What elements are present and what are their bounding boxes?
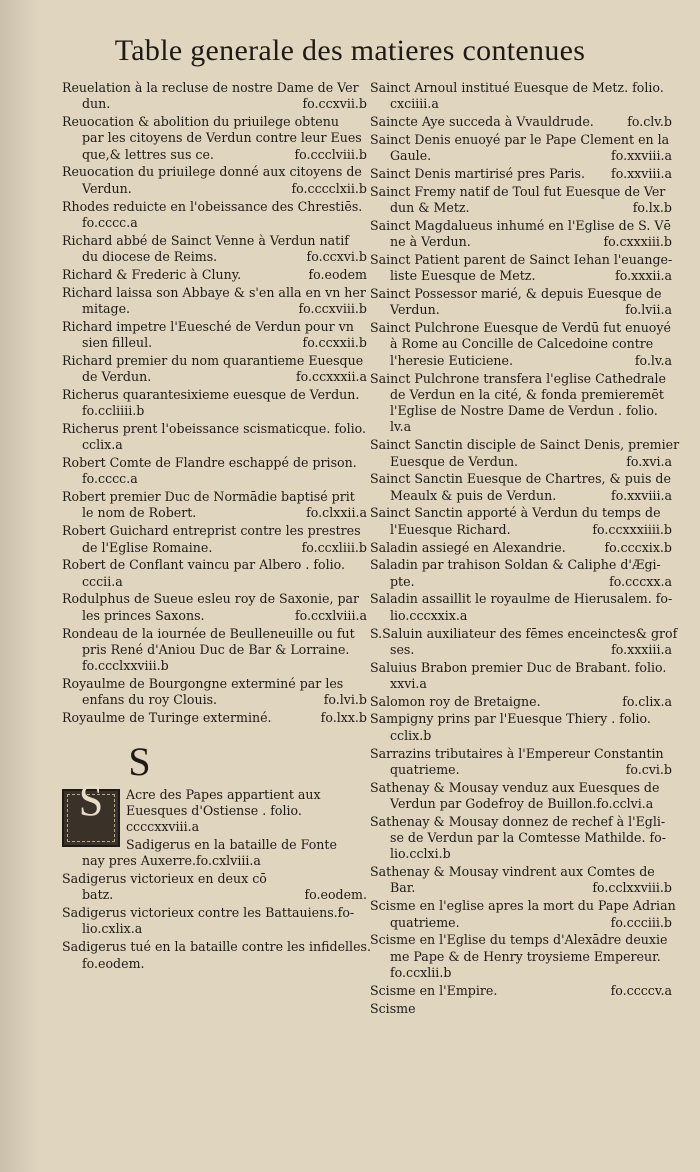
- index-entry: [370, 898, 676, 931]
- entry-line: dun. fo.ccxvii.b: [82, 96, 367, 112]
- left-column: [62, 80, 372, 973]
- entry-line: Sarrazins tributaires à l'Empereur Constantin: [370, 745, 664, 761]
- entry-line: Reuocation & abolition du priuilege obtenu: [62, 114, 339, 130]
- entry-line: Sainct Sanctin apporté à Verdun du temps de: [370, 505, 661, 521]
- index-entry: [370, 166, 672, 182]
- entry-folio: fo.ccxlviii.a: [295, 607, 367, 623]
- entry-line: ccccxxviii.a: [126, 819, 200, 835]
- entry-line: fo.cccc.a: [82, 214, 138, 230]
- entry-line: fo.eodem.: [82, 955, 145, 971]
- entry-folio: fo.lx.b: [632, 200, 672, 216]
- entry-line: Saladin assiegé en Alexandrie. fo.cccxix.b: [370, 539, 672, 555]
- entry-line: S.Saluin auxiliateur des fēmes enceinctes& grof: [370, 625, 678, 641]
- index-entry: [370, 625, 678, 659]
- entry-folio: fo.eodem: [308, 266, 367, 282]
- entry-line: Sampigny prins par l'Euesque Thiery . folio.: [370, 711, 651, 727]
- index-entry: [62, 455, 367, 488]
- entry-line: Euesque de Verdun. fo.xvi.a: [390, 453, 672, 469]
- index-entry: [370, 320, 672, 369]
- entry-line: Sathenay & Mousay donnez de rechef à l'Egli-: [370, 813, 666, 829]
- entry-line: Royaulme de Bourgongne exterminé par les: [62, 675, 344, 691]
- entry-folio: fo.cccxix.b: [604, 539, 672, 555]
- entry-line: Rondeau de la iournée de Beulleneuille ou fut: [62, 625, 355, 641]
- index-entry: [370, 1001, 672, 1017]
- entry-line: Sainct Denis martirisé pres Paris. fo.xxviii.a: [370, 165, 672, 181]
- index-entry: [62, 267, 367, 283]
- entry-folio: fo.cccclxii.b: [291, 180, 367, 196]
- index-entry: [370, 437, 680, 470]
- entry-line: Verdun par Godefroy de Buillon.fo.cclvi.a: [390, 795, 654, 811]
- right-entries: [370, 80, 680, 1017]
- entry-line: Richard premier du nom quarantieme Euesque: [62, 352, 364, 368]
- section-heading: S: [128, 739, 151, 785]
- index-entry: [62, 905, 367, 938]
- entry-line: Sathenay & Mousay venduz aux Euesques de: [370, 779, 660, 795]
- index-entry: [370, 471, 672, 504]
- index-entry: [370, 371, 672, 436]
- entry-line: batz. fo.eodem.: [82, 887, 367, 903]
- entry-folio: fo.ccxxxiiii.b: [592, 521, 672, 537]
- entry-line: me Pape & de Henry troysieme Empereur.: [390, 948, 661, 964]
- entry-line: Sainct Patient parent de Sainct Iehan l'euange-: [370, 251, 673, 267]
- index-entry: [62, 233, 367, 266]
- entry-folio: fo.lxx.b: [320, 709, 367, 725]
- entry-line: Robert de Conflant vaincu par Albero . folio.: [62, 557, 346, 573]
- right-column: [370, 80, 680, 1018]
- entry-folio: fo.ccxvi.b: [306, 248, 367, 264]
- entry-line: liste Euesque de Metz. fo.xxxii.a: [390, 268, 672, 284]
- entry-line: Sathenay & Mousay vindrent aux Comtes de: [370, 864, 655, 880]
- entry-line: mitage. fo.ccxviii.b: [82, 300, 367, 316]
- entry-line: du diocese de Reims. fo.ccxvi.b: [82, 248, 367, 264]
- entry-folio: fo.cvi.b: [625, 761, 672, 777]
- entry-line: quatrieme. fo.cvi.b: [390, 761, 672, 777]
- index-entry: [62, 285, 367, 318]
- index-entry: [62, 871, 367, 904]
- entry-folio: fo.clv.b: [627, 114, 672, 130]
- index-entry: [370, 184, 672, 217]
- index-entry: [62, 114, 367, 163]
- entry-line: l'heresie Euticiene. fo.lv.a: [390, 352, 672, 368]
- entry-line: lio.cxlix.a: [82, 921, 143, 937]
- index-entry: [62, 80, 367, 113]
- page-title: Table generale des matieres contenues: [114, 34, 586, 67]
- entry-line: que,& lettres sus ce. fo.ccclviii.b: [82, 146, 367, 162]
- entry-line: Meaulx & puis de Verdun. fo.xxviii.a: [390, 487, 672, 503]
- entry-line: Sainct Sanctin Euesque de Chartres, & puis de: [370, 471, 671, 487]
- entry-folio: fo.cxxxiii.b: [603, 234, 672, 250]
- entry-line: Rodulphus de Sueue esleu roy de Saxonie, par: [62, 591, 360, 607]
- entry-folio: fo.ccxxxii.a: [295, 369, 367, 385]
- entry-line: Richard laissa son Abbaye & s'en alla en vn her: [62, 284, 366, 300]
- entry-line: Richard & Frederic à Cluny. fo.eodem: [62, 266, 367, 282]
- entry-folio: fo.xxviii.a: [611, 148, 672, 164]
- entry-folio: fo.lvi.b: [323, 692, 367, 708]
- entry-line: Sainct Possessor marié, & depuis Euesque de: [370, 286, 662, 302]
- entry-line: Robert Comte de Flandre eschappé de prison.: [62, 455, 357, 471]
- index-entry: [370, 694, 672, 710]
- entry-line: Richard impetre l'Euesché de Verdun pour vn: [62, 318, 354, 334]
- index-entry: [62, 387, 367, 420]
- entry-folio: fo.xxxii.a: [615, 268, 672, 284]
- entry-line: Sainct Pulchrone transfera l'eglise Cathedrale: [370, 370, 666, 386]
- entry-line: fo.ccxlii.b: [390, 964, 452, 980]
- index-entry: [370, 252, 672, 285]
- entry-line: cccii.a: [82, 573, 123, 589]
- entry-folio: fo.cclxxviii.b: [592, 880, 672, 896]
- entry-line: Royaulme de Turinge exterminé. fo.lxx.b: [62, 709, 367, 725]
- entry-folio: fo.cccxx.a: [609, 573, 672, 589]
- index-entry: [370, 814, 672, 863]
- entry-line: Saladin par trahison Soldan & Caliphe d'Ægi-: [370, 557, 661, 573]
- entry-line: quatrieme. fo.ccciii.b: [390, 914, 672, 930]
- entry-line: de Verdun. fo.ccxxxii.a: [82, 369, 367, 385]
- entry-line: de l'Eglise Romaine. fo.ccxliii.b: [82, 539, 367, 555]
- entry-line: ses. fo.xxxiii.a: [390, 641, 672, 657]
- entry-line: Scisme en l'Empire. fo.ccccv.a: [370, 982, 672, 998]
- index-entry: [370, 591, 672, 624]
- entry-line: enfans du roy Clouis. fo.lvi.b: [82, 692, 367, 708]
- entry-folio: fo.lvii.a: [625, 302, 672, 318]
- index-entry: [62, 591, 367, 624]
- entry-folio: fo.xxviii.a: [611, 165, 672, 181]
- entry-line: Richerus quarantesixieme euesque de Verdun.: [62, 386, 360, 402]
- entry-folio: fo.ccxliii.b: [301, 539, 367, 555]
- index-entry: [370, 505, 672, 538]
- index-entry: [62, 676, 367, 709]
- entry-line: le nom de Robert. fo.clxxii.a: [82, 505, 367, 521]
- entry-line: lio.cccxxix.a: [390, 607, 468, 623]
- entry-line: Richerus prent l'obeissance scismaticque. folio.: [62, 420, 366, 436]
- index-entry: [370, 286, 672, 319]
- entry-line: fo.cccc.a: [82, 471, 138, 487]
- index-entry: [370, 114, 672, 130]
- entry-line: Scisme: [370, 1000, 416, 1016]
- index-entry: [370, 864, 672, 897]
- entry-folio: fo.ccccv.a: [610, 982, 672, 998]
- index-entry: [370, 557, 672, 590]
- entry-line: sien filleul. fo.ccxxii.b: [82, 334, 367, 350]
- index-entry: [370, 80, 672, 113]
- entry-line: à Rome au Concille de Calcedoine contre: [390, 336, 654, 352]
- index-entry: [62, 557, 367, 590]
- binding-shadow: [0, 0, 40, 1172]
- entry-line: Bar. fo.cclxxviii.b: [390, 880, 672, 896]
- entry-folio: fo.ccciii.b: [610, 914, 672, 930]
- entry-line: lv.a: [390, 419, 412, 435]
- entry-line: Saincte Aye succeda à Vvauldrude. fo.clv.b: [370, 114, 672, 130]
- entry-folio: fo.eodem.: [304, 887, 367, 903]
- entry-line: Verdun. fo.lvii.a: [390, 302, 672, 318]
- entry-line: cclix.b: [390, 727, 432, 743]
- entry-line: Saladin assaillit le royaulme de Hierusalem. fo-: [370, 591, 673, 607]
- entry-line: Sainct Sanctin disciple de Sainct Denis, premier: [370, 437, 680, 453]
- entry-folio: fo.ccxvii.b: [302, 96, 367, 112]
- index-entry: [62, 353, 367, 386]
- index-entry: [62, 164, 367, 197]
- index-entry: [62, 939, 372, 972]
- entry-line: lio.cclxi.b: [390, 846, 451, 862]
- entry-line: Richard abbé de Sainct Venne à Verdun natif: [62, 232, 349, 248]
- entry-line: Robert Guichard entreprist contre les prestres: [62, 523, 361, 539]
- index-entry: [62, 626, 367, 675]
- entry-line: Sainct Magdalueus inhumé en l'Eglise de S. Vē: [370, 217, 671, 233]
- entry-folio: fo.xxxiii.a: [611, 641, 672, 657]
- entry-folio: fo.ccxxii.b: [302, 334, 367, 350]
- entry-line: Reuocation du priuilege donné aux citoyens de: [62, 164, 362, 180]
- entry-line: Sainct Denis enuoyé par le Pape Clement en la: [370, 131, 670, 147]
- index-entry: [370, 746, 672, 779]
- entry-folio: fo.clix.a: [622, 693, 672, 709]
- entry-line: de Verdun en la cité, & fonda premieremēt: [390, 386, 664, 402]
- index-entry: [62, 710, 367, 726]
- index-entry: [370, 780, 672, 813]
- entry-line: dun & Metz. fo.lx.b: [390, 200, 672, 216]
- entry-line: Saluius Brabon premier Duc de Brabant. folio.: [370, 659, 667, 675]
- entry-line: Sainct Fremy natif de Toul fut Euesque de Ver: [370, 183, 666, 199]
- entry-line: Scisme en l'eglise apres la mort du Pape Adrian: [370, 898, 676, 914]
- entry-line: Sadigerus tué en la bataille contre les infidelles.: [62, 939, 372, 955]
- entry-line: fo.ccliiii.b: [82, 403, 145, 419]
- entry-line: Gaule. fo.xxviii.a: [390, 148, 672, 164]
- entry-line: Robert premier Duc de Normādie baptisé prit: [62, 489, 355, 505]
- index-entry: [62, 523, 367, 556]
- entry-line: Euesques d'Ostiense . folio.: [126, 802, 302, 818]
- entry-folio: fo.lv.a: [634, 352, 672, 368]
- entry-line: l'Euesque Richard. fo.ccxxxiiii.b: [390, 521, 672, 537]
- entry-folio: fo.clxxii.a: [306, 505, 367, 521]
- index-entry: [62, 489, 367, 522]
- entry-line: l'Eglise de Nostre Dame de Verdun . folio.: [390, 403, 658, 419]
- entry-line: pte. fo.cccxx.a: [390, 573, 672, 589]
- entry-line: pris René d'Aniou Duc de Bar & Lorraine.: [82, 641, 350, 657]
- left-entries: [62, 80, 367, 726]
- entry-line: par les citoyens de Verdun contre leur Eues: [82, 130, 362, 146]
- entry-line: Salomon roy de Bretaigne. fo.clix.a: [370, 693, 672, 709]
- index-entry: [370, 218, 672, 251]
- entry-folio: fo.xxviii.a: [611, 487, 672, 503]
- entry-folio: fo.xvi.a: [626, 453, 672, 469]
- index-entry: [370, 932, 672, 981]
- entry-line: Rhodes reduicte en l'obeissance des Chrestiēs.: [62, 198, 363, 214]
- index-entry: [370, 711, 672, 744]
- entry-line: Scisme en l'Eglise du temps d'Alexādre deuxie: [370, 932, 668, 948]
- index-entry: [62, 199, 367, 232]
- entry-folio: fo.ccclviii.b: [294, 146, 367, 162]
- entry-line: Sadigerus victorieux contre les Battauiens.fo-: [62, 905, 355, 921]
- entry-line: fo.ccclxxviii.b: [82, 658, 169, 674]
- entry-line: nay pres Auxerre.fo.cxlviii.a: [82, 853, 261, 869]
- entry-line: se de Verdun par la Comtesse Mathilde. fo-: [390, 830, 666, 846]
- entry-line: xxvi.a: [390, 675, 427, 691]
- index-entry: [62, 421, 367, 454]
- index-entry: [370, 660, 672, 693]
- index-entry: [370, 132, 672, 165]
- index-entry: [62, 319, 367, 352]
- entry-line: Reuelation à la recluse de nostre Dame de Ver: [62, 80, 359, 95]
- entry-line: Verdun. fo.cccclxii.b: [82, 180, 367, 196]
- entry-line: Sainct Pulchrone Euesque de Verdū fut enuoyé: [370, 320, 671, 336]
- entry-line: les princes Saxons. fo.ccxlviii.a: [82, 607, 367, 623]
- entry-line: Sadigerus en la bataille de Fonte: [126, 836, 337, 852]
- entry-line: ne à Verdun. fo.cxxxiii.b: [390, 234, 672, 250]
- dropcap-letter: S: [78, 775, 104, 825]
- index-entry: [370, 983, 672, 999]
- entry-line: cclix.a: [82, 437, 123, 453]
- entry-line: Sadigerus victorieux en deux cō: [62, 871, 267, 887]
- index-entry: [370, 540, 672, 556]
- entry-folio: fo.ccxviii.b: [298, 300, 367, 316]
- entry-line: Sainct Arnoul institué Euesque de Metz. folio.: [370, 80, 664, 95]
- ornamental-dropcap: [62, 775, 120, 847]
- entry-line: Acre des Papes appartient aux: [126, 786, 321, 802]
- entry-line: cxciiii.a: [390, 96, 439, 112]
